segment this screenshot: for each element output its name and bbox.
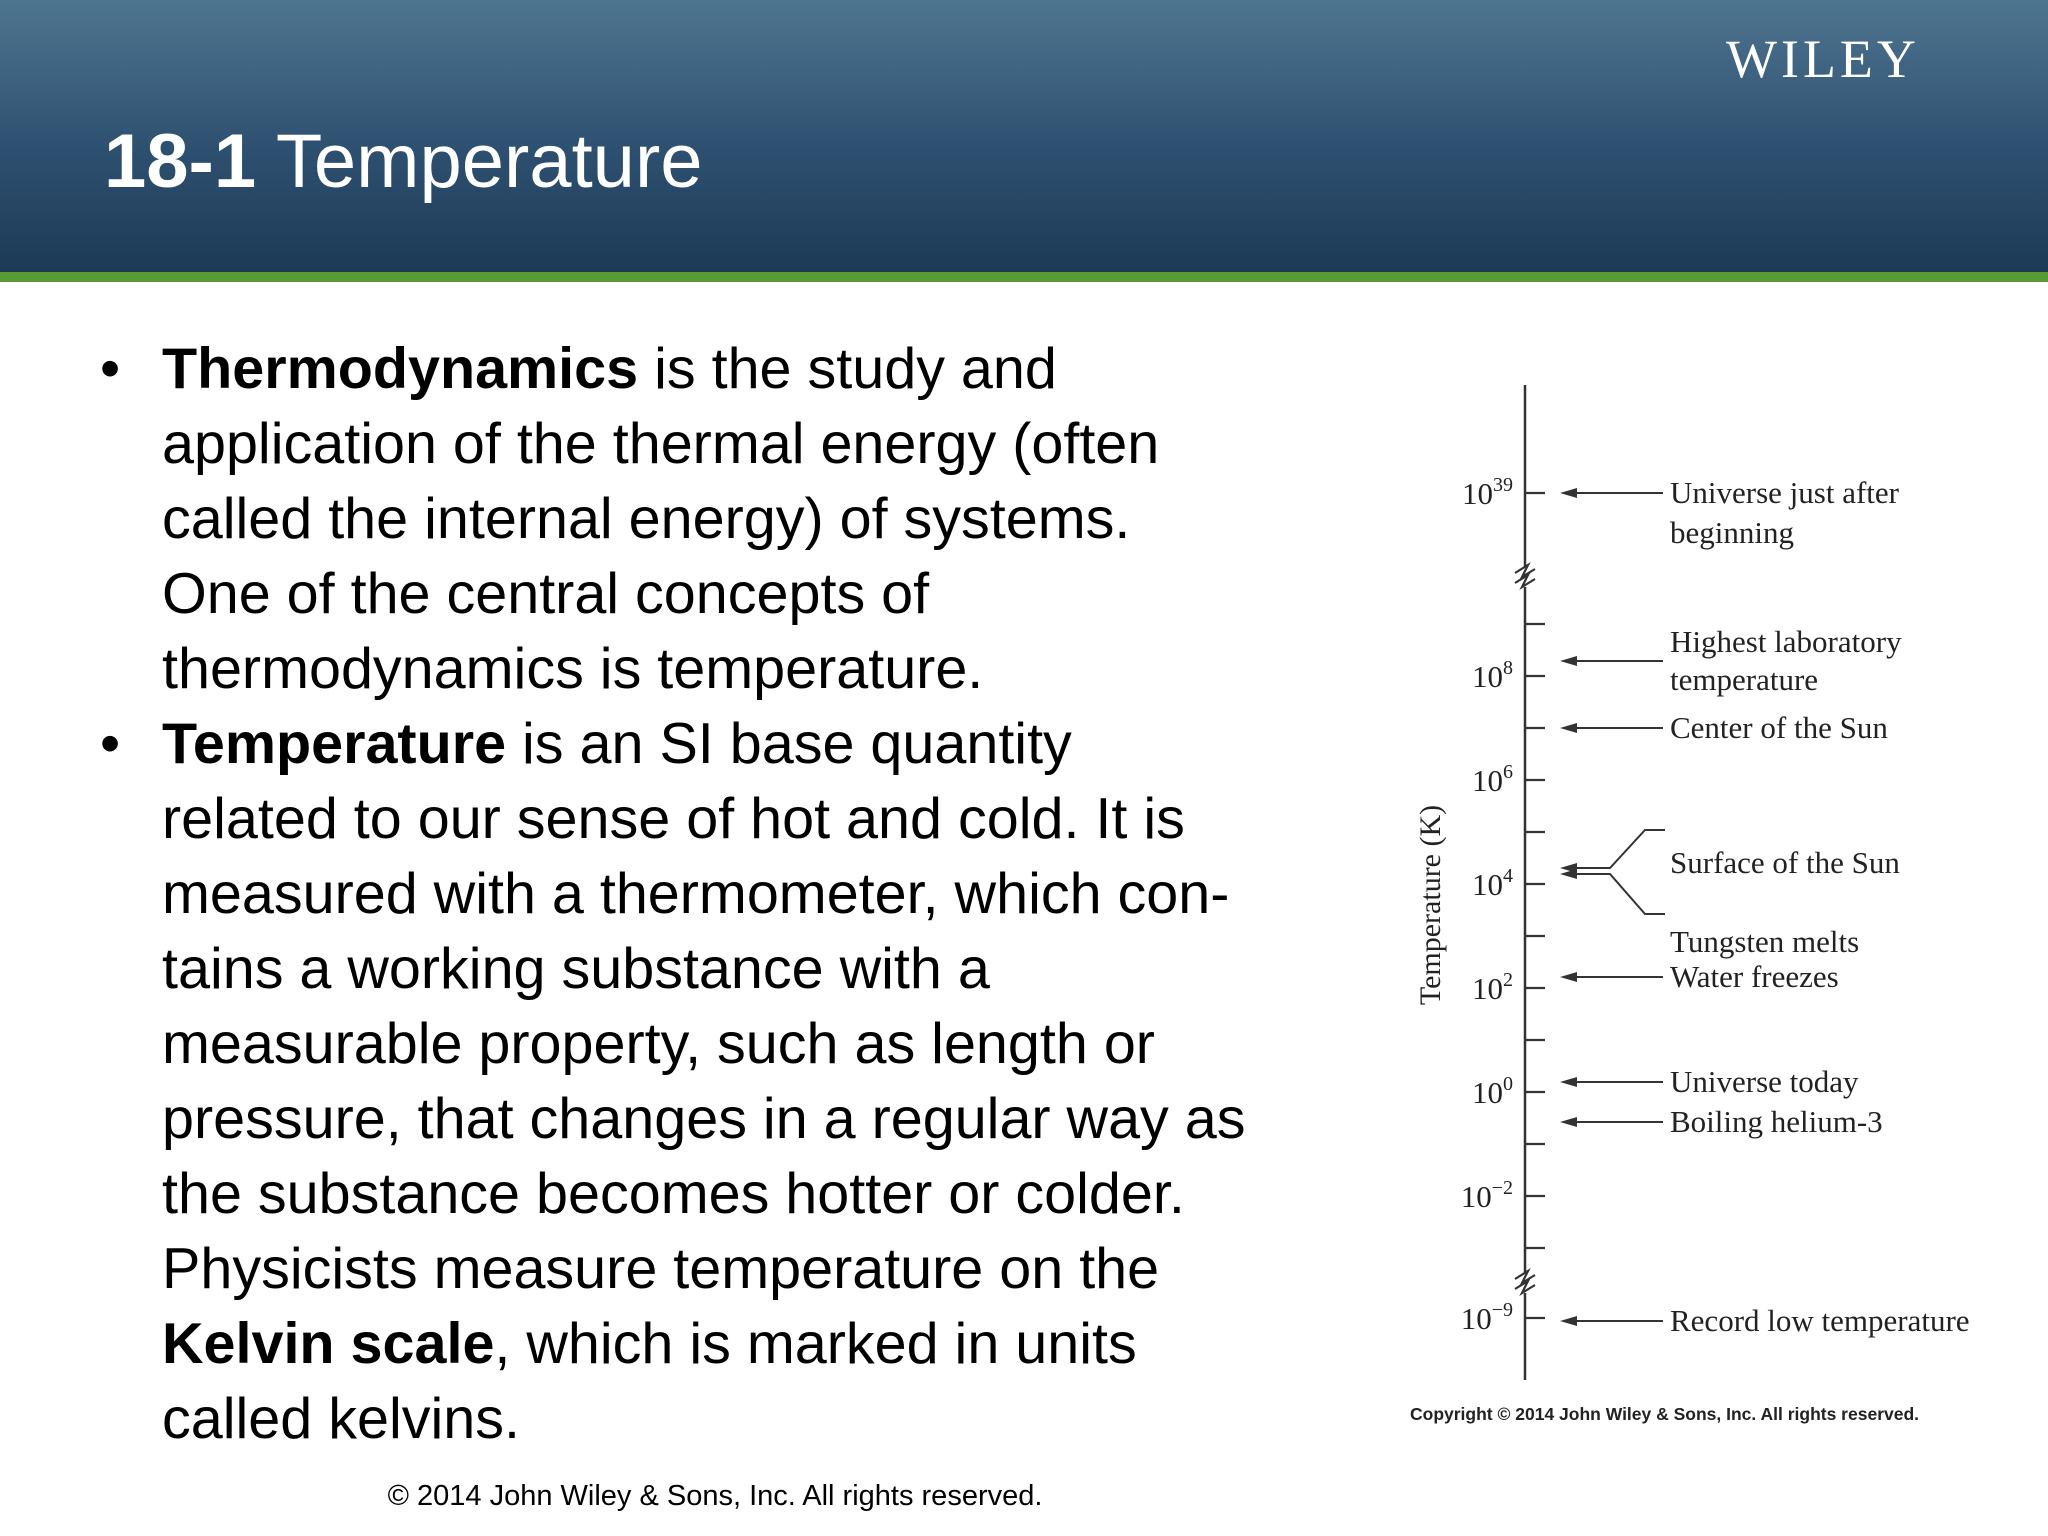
bullet-text: is an SI base quantity (506, 712, 1072, 776)
bullet-text: , which is marked in units (494, 1312, 1137, 1376)
annotation-label: Surface of the Sun (1670, 845, 1900, 880)
slide-title (104, 118, 703, 205)
annotation-leader (1570, 830, 1665, 868)
temperature-scale-diagram (1395, 370, 2045, 1430)
tick-label: $10^0$ (1472, 1073, 1513, 1110)
title-text: Temperature (275, 119, 703, 204)
bullet-line: measurable property, such as length or (162, 1012, 1155, 1076)
scale-labels (1461, 474, 1970, 1338)
tick-label: $10^8$ (1472, 657, 1513, 694)
bullet-line: measured with a thermometer, which con- (162, 862, 1230, 926)
annotation-arrowhead (1560, 1316, 1577, 1326)
annotation-arrowhead (1560, 488, 1577, 498)
scale-axis (1515, 385, 1545, 1380)
bullet-line: Physicists measure temperature on the (162, 1237, 1160, 1301)
bullet-temperature (96, 707, 1356, 1457)
annotation-arrowhead (1560, 1117, 1577, 1127)
annotation-label: Water freezes (1670, 959, 1839, 994)
bullet-line: related to our sense of hot and cold. It is (162, 787, 1185, 851)
tick-label: $10^{-9}$ (1460, 1299, 1513, 1336)
diagram-copyright: Copyright © 2014 John Wiley & Sons, Inc. All rights reserved. (1410, 1404, 1920, 1424)
bullet-text: is the study and (638, 337, 1057, 401)
term-kelvin-scale: Kelvin scale (162, 1312, 495, 1376)
bullet-thermodynamics (96, 332, 1356, 707)
bullet-dot: • (100, 712, 121, 776)
bullet-line: tains a working substance with a (162, 937, 990, 1001)
wiley-logo: WILEY (1726, 29, 1920, 89)
annotation-arrowhead (1560, 723, 1577, 733)
tick-label: $10^6$ (1472, 761, 1513, 798)
tick-label: $10^4$ (1472, 865, 1513, 902)
term-thermodynamics: Thermodynamics (162, 337, 639, 401)
annotation-arrowhead (1560, 1077, 1577, 1087)
footer-copyright: © 2014 John Wiley & Sons, Inc. All rights reserved. (387, 1480, 1043, 1512)
annotation-label: Tungsten melts (1670, 924, 1860, 959)
annotation-label: Universe just after (1670, 475, 1899, 510)
annotation-leader (1570, 874, 1665, 914)
axis-title: Temperature (K) (1414, 804, 1447, 1006)
bullet-line: called kelvins. (162, 1387, 520, 1451)
annotation-label: Boiling helium-3 (1670, 1104, 1883, 1139)
annotation-label: Record low temperature (1670, 1303, 1970, 1338)
annotation-label: temperature (1670, 662, 1819, 697)
annotation-label: Highest laboratory (1670, 624, 1902, 659)
annotation-label: Center of the Sun (1670, 710, 1888, 745)
annotation-label: Universe today (1670, 1064, 1859, 1099)
bullet-line: thermodynamics is temperature. (162, 637, 984, 701)
term-temperature: Temperature (162, 712, 507, 776)
bullet-line: the substance becomes hotter or colder. (162, 1162, 1185, 1226)
annotation-arrowhead (1560, 972, 1577, 982)
bullet-line: application of the thermal energy (often (162, 412, 1160, 476)
title-number: 18-1 (104, 119, 257, 204)
tick-label: $10^{39}$ (1462, 474, 1513, 511)
annotation-label: beginning (1670, 515, 1794, 550)
bullet-line: pressure, that changes in a regular way as (162, 1087, 1246, 1151)
body-text (96, 332, 1356, 1457)
bullet-line: One of the central concepts of (162, 562, 930, 626)
header-divider (0, 272, 2048, 282)
tick-label: $10^2$ (1472, 969, 1513, 1006)
tick-label: $10^{-2}$ (1460, 1177, 1513, 1214)
annotation-arrowhead (1560, 656, 1577, 666)
bullet-dot: • (100, 337, 121, 401)
bullet-line: called the internal energy) of systems. (162, 487, 1131, 551)
